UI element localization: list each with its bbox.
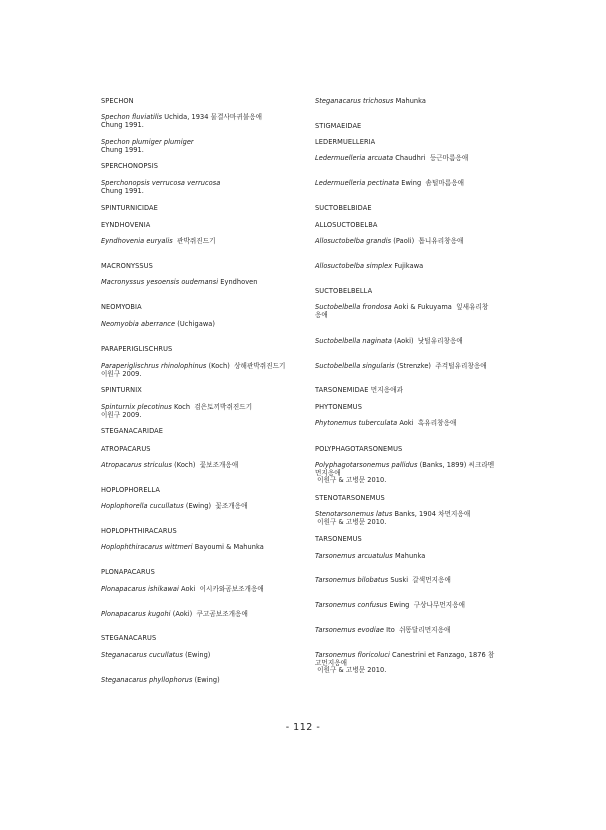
species-entry	[315, 155, 515, 163]
genus-heading: SPINTURNIX	[101, 386, 142, 394]
species-author: (Strenzke) 주걱털유리창응애	[394, 362, 487, 370]
species-author: (Ewing)	[183, 651, 211, 659]
scientific-name: Tarsonemus bilobatus	[315, 576, 389, 584]
species-author: Mahunka	[392, 552, 426, 560]
scientific-name: Macronyssus yesoensis oudemansi	[101, 278, 219, 286]
family-heading: SPINTURNICIDAE	[101, 204, 158, 212]
scientific-name: Allosuctobelba simplex	[315, 262, 393, 270]
family-heading: STEGANACARIDAE	[101, 427, 164, 435]
genus-heading: EYNDHOVENIA	[101, 221, 151, 229]
species-author: (Uchigawa)	[175, 320, 216, 328]
scientific-name: Spechon plumiger plumiger	[101, 138, 194, 146]
species-author: Aoki 이시카와곰보조개응애	[178, 585, 264, 593]
species-author: Chaudhri 등근마름응애	[393, 154, 469, 162]
species-entry	[315, 363, 515, 371]
genus-heading: NEOMYOBIA	[101, 303, 142, 311]
species-author: Bayoumi & Mahunka	[192, 543, 264, 551]
genus-heading: ALLOSUCTOBELBA	[315, 221, 378, 229]
scientific-name: Spechon fluviatilis	[101, 113, 163, 121]
genus-heading: SUCTOBELBELLA	[315, 287, 373, 295]
scientific-name: Tarsonemus arcuatulus	[315, 552, 393, 560]
scientific-name: Suctobelbella frondosa	[315, 303, 392, 311]
genus-heading: MACRONYSSUS	[101, 262, 153, 270]
scientific-name: Polyphagotarsonemus pallidus	[315, 461, 418, 469]
species-entry	[101, 652, 301, 660]
species-entry	[101, 114, 301, 129]
family-heading: SUCTOBELBIDAE	[315, 204, 372, 212]
scientific-name: Hoplophorella cucullatus	[101, 502, 184, 510]
genus-heading: TARSONEMUS	[315, 535, 362, 543]
species-author: (Ewing) 꽃조개응애	[183, 502, 248, 510]
family-heading: STIGMAEIDAE	[315, 122, 362, 130]
scientific-name: Steganacarus cucullatus	[101, 651, 184, 659]
species-entry	[101, 544, 301, 552]
species-entry	[101, 404, 301, 419]
scientific-name: Tarsonemus evodiae	[315, 626, 384, 634]
species-author: (Paoli) 톱니유리창응애	[391, 237, 464, 245]
species-author: Banks, 1904 차먼지응애	[392, 510, 471, 518]
genus-heading: STEGANACARUS	[101, 634, 157, 642]
species-entry	[315, 180, 515, 188]
species-author: (Koch) 상해관박쥐진드기	[206, 362, 286, 370]
citation: Chung 1991.	[101, 186, 144, 195]
scientific-name: Suctobelbella singularis	[315, 362, 395, 370]
scientific-name: Plonapacarus ishikawai	[101, 585, 179, 593]
scientific-name: Eyndhovenia euryalis	[101, 237, 173, 245]
species-entry	[315, 304, 515, 319]
species-entry	[101, 586, 301, 594]
species-author: Suski 갈색먼지응애	[388, 576, 451, 584]
species-author: Koch 검은토끼박쥐진드기	[171, 403, 253, 411]
species-entry	[315, 420, 515, 428]
scientific-name: Steganacarus trichosus	[315, 97, 394, 105]
scientific-name: Paraperiglischrus rhinolophinus	[101, 362, 207, 370]
species-entry	[101, 677, 301, 685]
scientific-name: Plonapacarus kugohi	[101, 610, 171, 618]
species-entry	[315, 98, 515, 106]
scientific-name: Neomyobia aberrance	[101, 320, 176, 328]
species-author: Eyndhoven	[218, 278, 258, 286]
citation: 이원구 & 고병문 2010.	[315, 517, 387, 526]
species-entry	[315, 511, 515, 526]
species-entry	[315, 627, 515, 635]
species-entry	[101, 279, 301, 287]
scientific-name: Atropacarus striculus	[101, 461, 173, 469]
species-entry	[315, 652, 515, 675]
scientific-name: Ledermuelleria arcuata	[315, 154, 394, 162]
scientific-name: Hoplophthiracarus wittmeri	[101, 543, 193, 551]
species-author: Mahunka	[393, 97, 426, 105]
scientific-name: Tarsonemus floricoluci	[315, 651, 390, 659]
family-heading: TARSONEMIDAE 먼지응애과	[315, 386, 404, 394]
species-author: (Banks, 1899) 씨크라멘	[417, 461, 495, 469]
scientific-name: Phytonemus tuberculata	[315, 419, 398, 427]
species-entry	[315, 577, 515, 585]
species-author: Uchida, 1934 물결사마귀불응애	[162, 113, 263, 121]
citation: 고먼지응애 이원구 & 고병문 2010.	[315, 658, 387, 675]
scientific-name: Sperchonopsis verrucosa verrucosa	[101, 179, 221, 187]
species-author: (Koch) 꽃보조개응애	[172, 461, 239, 469]
genus-heading: ATROPACARUS	[101, 445, 151, 453]
species-entry	[101, 503, 301, 511]
citation: 이원구 2009.	[101, 369, 142, 378]
citation: Chung 1991.	[101, 120, 144, 129]
species-author: Aoki 혹유리창응애	[397, 419, 457, 427]
species-entry	[101, 139, 301, 154]
species-author: Canestrini et Fanzago, 1876 참	[389, 651, 495, 659]
species-entry	[101, 238, 301, 246]
species-entry	[101, 462, 301, 470]
species-author: Fujikawa	[392, 262, 424, 270]
species-entry	[101, 180, 301, 195]
citation: Chung 1991.	[101, 145, 144, 154]
species-author: Aoki & Fukuyama 잎새유리창	[391, 303, 489, 311]
species-author: Ewing 구상나무먼지응애	[387, 601, 466, 609]
species-author: Ito 쉬똥달리먼지응애	[383, 626, 451, 634]
species-entry	[315, 553, 515, 561]
genus-heading: HOPLOPHTHIRACARUS	[101, 527, 177, 535]
species-entry	[101, 321, 301, 329]
scientific-name: Steganacarus phyllophorus	[101, 676, 193, 684]
species-entry	[101, 611, 301, 619]
species-author: Ewing 솜털마름응애	[399, 179, 465, 187]
scientific-name: Allosuctobelba grandis	[315, 237, 392, 245]
genus-heading: PARAPERIGLISCHRUS	[101, 345, 173, 353]
page-number: - 112 -	[285, 722, 321, 733]
genus-heading: PLONAPACARUS	[101, 568, 155, 576]
scientific-name: Suctobelbella naginata	[315, 337, 392, 345]
genus-heading: HOPLOPHORELLA	[101, 486, 160, 494]
genus-heading: LEDERMUELLERIA	[315, 138, 376, 146]
species-entry	[315, 263, 515, 271]
scientific-name: Spinturnix plecotinus	[101, 403, 172, 411]
species-author: (Ewing)	[192, 676, 220, 684]
species-author: 관박쥐진드기	[172, 237, 216, 245]
genus-heading: PHYTONEMUS	[315, 403, 362, 411]
citation: 먼지응애 이원구 & 고병문 2010.	[315, 468, 387, 485]
species-entry	[101, 363, 301, 378]
species-entry	[315, 338, 515, 346]
genus-heading: SPECHON	[101, 97, 134, 105]
genus-heading: POLYPHAGOTARSONEMUS	[315, 445, 403, 453]
citation: 이원구 2009.	[101, 410, 142, 419]
species-author: (Aoki) 낫털유리창응애	[391, 337, 463, 345]
genus-heading: SPERCHONOPSIS	[101, 162, 159, 170]
citation: 응애	[315, 310, 328, 319]
species-entry	[315, 602, 515, 610]
scientific-name: Ledermuelleria pectinata	[315, 179, 400, 187]
scientific-name: Tarsonemus confusus	[315, 601, 388, 609]
species-entry	[315, 462, 515, 485]
scientific-name: Stenotarsonemus latus	[315, 510, 393, 518]
species-entry	[315, 238, 515, 246]
genus-heading: STENOTARSONEMUS	[315, 494, 385, 502]
species-author: (Aoki) 쿠고곰보조개응애	[170, 610, 248, 618]
